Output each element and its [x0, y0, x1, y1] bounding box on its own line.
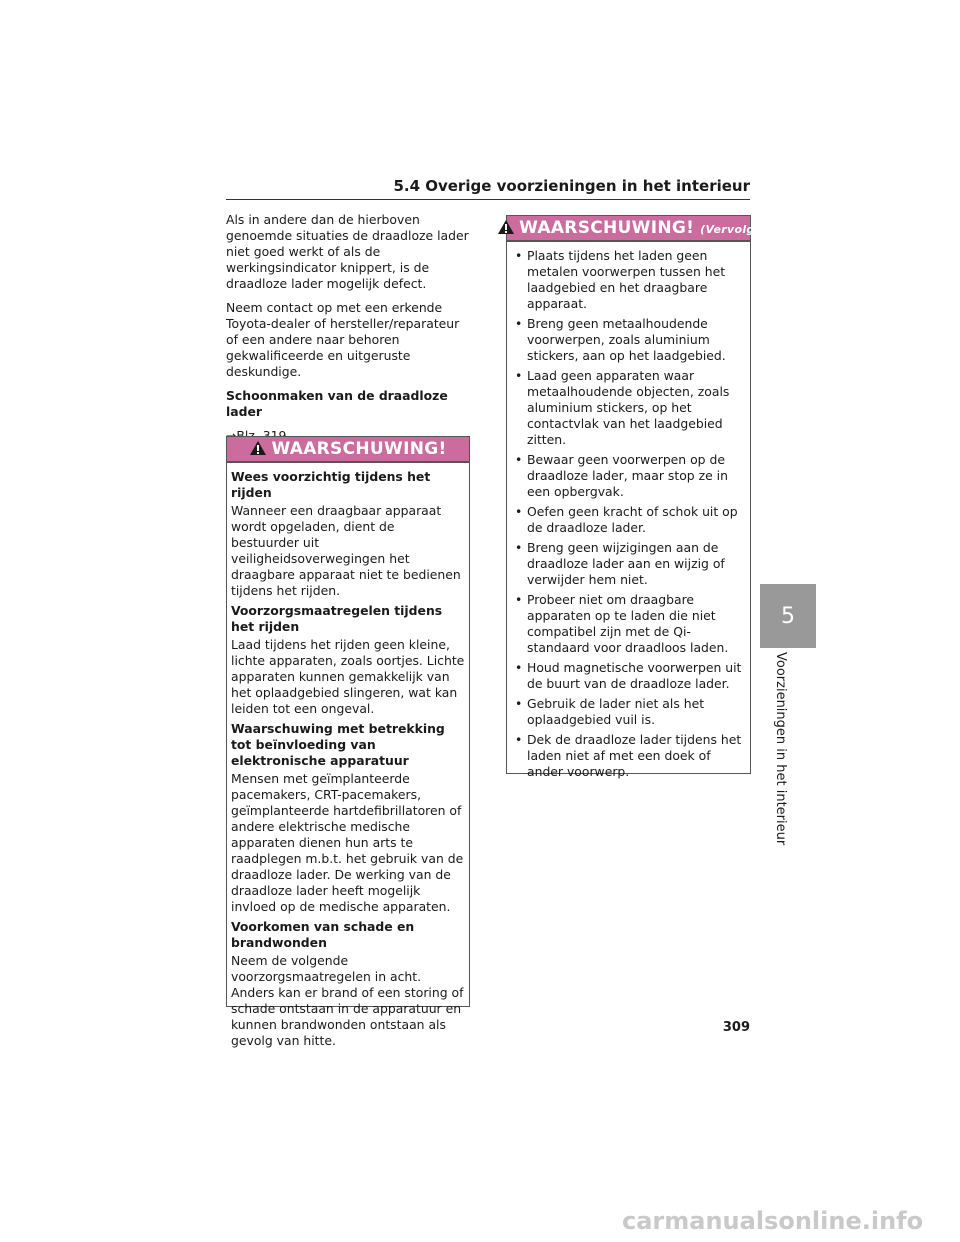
- warning-header: [227, 437, 469, 463]
- warning-continued-label: (Vervolg): [700, 223, 760, 236]
- left-column: [226, 212, 470, 452]
- list-item: • Bewaar geen voorwerpen op de draadloze lader, maar stop ze in een opbergvak.: [511, 452, 746, 500]
- warning-paragraph: Neem de volgende voorzorgsmaatregelen in acht. Anders kan er brand of een storing of schade ontstaan in de apparatuur en kunnen brandwonden ontstaan als gevolg van hitte.: [231, 953, 464, 1048]
- warning-header: [507, 216, 760, 242]
- warning-subheading: Wees voorzichtig tijdens het rijden: [231, 469, 431, 500]
- watermark: carmanualsonline.info: [622, 1207, 924, 1235]
- paragraph-defect: Als in andere dan de hierboven genoemde situaties de draadloze lader niet goed werkt of als de werkingsindicator knippert, is de draadloze lader mogelijk defect.: [226, 212, 469, 291]
- list-item: • Laad geen apparaten waar metaalhoudende objecten, zoals aluminium stickers, op het contactvlak van het laadgebied zitten.: [511, 368, 746, 448]
- warning-box-right: [506, 215, 760, 779]
- list-item: • Plaats tijdens het laden geen metalen voorwerpen tussen het laadgebied en het draagbare apparaat.: [511, 248, 746, 312]
- warning-body: [507, 242, 750, 788]
- header-divider: [226, 199, 750, 200]
- chapter-label: Voorzieningen in het interieur: [773, 652, 788, 846]
- section-header: 5.4 Overige voorzieningen in het interieur: [393, 177, 750, 195]
- warning-subheading: Voorkomen van schade en brandwonden: [231, 919, 415, 950]
- warning-title: WAARSCHUWING!: [519, 218, 695, 238]
- warning-body: [227, 463, 469, 1057]
- warning-paragraph: Wanneer een draagbaar apparaat wordt opgeladen, dient de bestuurder uit veiligheidsoverwegingen het draagbare apparaat niet te bedienen tijdens het rijden.: [231, 503, 461, 598]
- warning-triangle-icon: [249, 440, 267, 459]
- warning-paragraph: Mensen met geïmplanteerde pacemakers, CRT-pacemakers, geïmplanteerde hartdefibrillatoren of andere elektrische medische apparaten dienen hun arts te raadplegen m.b.t. het gebruik van de draadloze lader. De werking van de draadloze lader heeft mogelijk invloed op de medische apparaten.: [231, 771, 464, 914]
- list-item: • Probeer niet om draagbare apparaten op te laden die niet compatibel zijn met de Qi-standaard voor draadloos laden.: [511, 592, 746, 656]
- warning-title: WAARSCHUWING!: [271, 439, 447, 459]
- warning-paragraph: Laad tijdens het rijden geen kleine, lichte apparaten, zoals oortjes. Lichte apparaten kunnen gemakkelijk van het oplaadgebied slingeren, wat kan leiden tot een ongeval.: [231, 637, 465, 716]
- list-item: • Gebruik de lader niet als het oplaadgebied vuil is.: [511, 696, 746, 728]
- warning-subheading: Voorzorgsmaatregelen tijdens het rijden: [231, 603, 443, 634]
- warning-box-left: [226, 436, 470, 1048]
- list-item: • Dek de draadloze lader tijdens het laden niet af met een doek of ander voorwerp.: [511, 732, 746, 780]
- warning-triangle-icon: [497, 219, 515, 238]
- list-item: • Oefen geen kracht of schok uit op de draadloze lader.: [511, 504, 746, 536]
- cleaning-heading: Schoonmaken van de draadloze lader: [226, 388, 448, 419]
- chapter-tab[interactable]: [760, 584, 816, 648]
- warning-list: [511, 248, 746, 780]
- page-number: 309: [722, 1020, 750, 1035]
- list-item: • Breng geen metaalhoudende voorwerpen, zoals aluminium stickers, aan op het laadgebied.: [511, 316, 746, 364]
- paragraph-dealer: Neem contact op met een erkende Toyota-dealer of hersteller/reparateur of een andere naar behoren gekwalificeerde en uitgeruste deskundige.: [226, 300, 460, 379]
- warning-subheading: Waarschuwing met betrekking tot beïnvloeding van elektronische apparatuur: [231, 721, 445, 768]
- list-item: • Breng geen wijzigingen aan de draadloze lader aan en wijzig of verwijder hem niet.: [511, 540, 746, 588]
- list-item: • Houd magnetische voorwerpen uit de buurt van de draadloze lader.: [511, 660, 746, 692]
- chapter-number: 5: [781, 603, 795, 629]
